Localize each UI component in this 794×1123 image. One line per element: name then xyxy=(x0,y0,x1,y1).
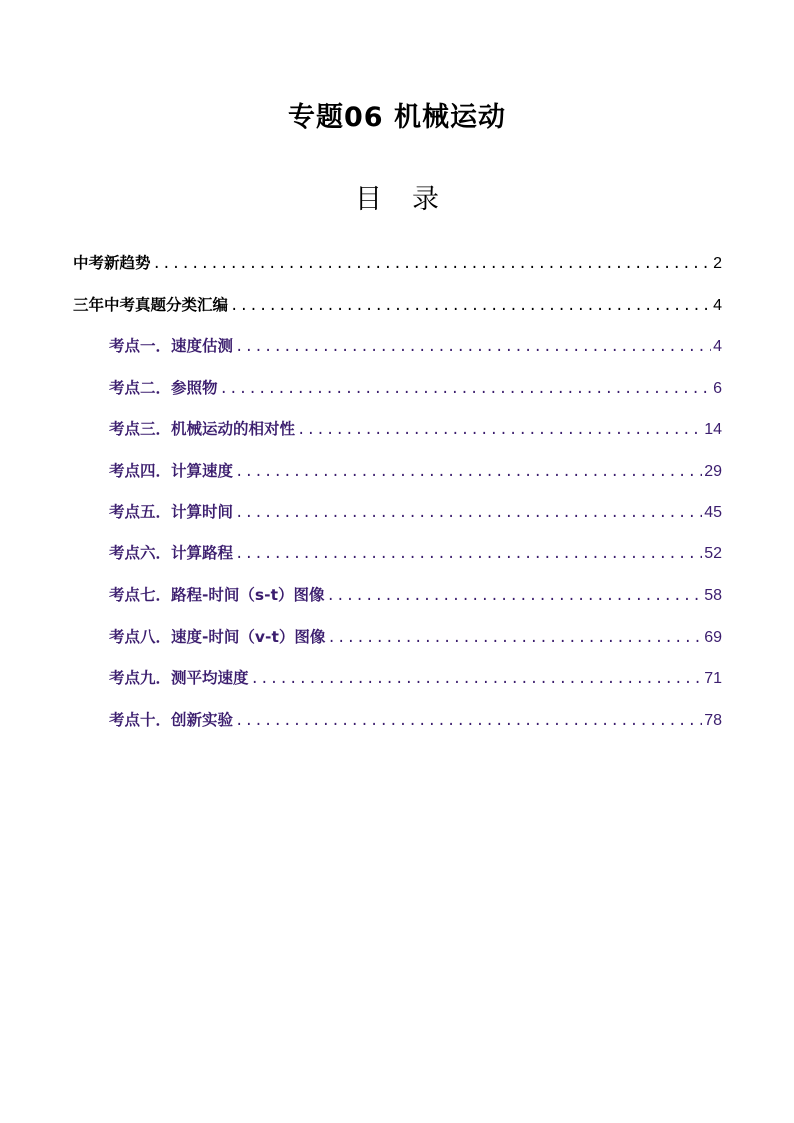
toc-dot-leader xyxy=(235,501,702,525)
toc-entry-label: 考点一．速度估测 xyxy=(109,337,234,355)
toc-heading-char-1: 目 xyxy=(355,184,382,215)
toc-entry-point-7[interactable] xyxy=(109,583,722,607)
toc-entry-label: 考点八．速度-时间（v-t）图像 xyxy=(109,628,326,646)
toc-dot-leader xyxy=(235,542,702,566)
toc-heading-char-2: 录 xyxy=(412,184,439,215)
toc-entry-point-4[interactable] xyxy=(109,459,722,483)
toc-page-number: 52 xyxy=(704,545,722,562)
toc-dot-leader xyxy=(327,584,703,608)
toc-entry-point-8[interactable] xyxy=(109,625,722,649)
toc-page-number: 58 xyxy=(704,587,722,604)
toc-entry-label: 中考新趋势 xyxy=(73,254,151,272)
toc-entry-point-9[interactable] xyxy=(109,666,722,690)
toc-dot-leader xyxy=(235,335,711,359)
toc-page-number: 69 xyxy=(704,629,722,646)
toc-entry-point-1[interactable] xyxy=(109,334,722,358)
toc-entry-point-10[interactable] xyxy=(109,708,722,732)
toc-page-number: 14 xyxy=(704,421,722,438)
toc-dot-leader xyxy=(297,418,702,442)
toc-entry-label: 考点五．计算时间 xyxy=(109,503,234,521)
toc-entry-trend[interactable] xyxy=(73,251,722,275)
toc-page-number: 4 xyxy=(713,338,722,355)
toc-page-number: 6 xyxy=(713,380,722,397)
toc-entry-point-5[interactable] xyxy=(109,500,722,524)
toc-entry-label: 考点四．计算速度 xyxy=(109,462,234,480)
toc-page-number: 29 xyxy=(704,463,722,480)
document-title: 专题06 机械运动 xyxy=(288,102,506,133)
toc-entry-label: 考点三．机械运动的相对性 xyxy=(109,420,296,438)
toc-dot-leader xyxy=(220,377,712,401)
toc-entry-label: 考点七．路程-时间（s-t）图像 xyxy=(109,586,325,604)
toc-dot-leader xyxy=(230,294,711,318)
toc-entry-label: 考点九．测平均速度 xyxy=(109,669,249,687)
toc-entry-point-3[interactable] xyxy=(109,417,722,441)
toc-page-number: 78 xyxy=(704,712,722,729)
toc-dot-leader xyxy=(235,709,702,733)
toc-page-number: 45 xyxy=(704,504,722,521)
toc-dot-leader xyxy=(153,252,712,276)
toc-page-number: 2 xyxy=(713,255,722,272)
toc-dot-leader xyxy=(327,626,702,650)
toc-entry-point-2[interactable] xyxy=(109,376,722,400)
toc-page-number: 71 xyxy=(704,670,722,687)
toc-page-number: 4 xyxy=(713,297,722,314)
toc-entry-point-6[interactable] xyxy=(109,541,722,565)
toc-entry-label: 三年中考真题分类汇编 xyxy=(73,296,229,314)
toc-dot-leader xyxy=(251,667,703,691)
toc-entry-label: 考点二．参照物 xyxy=(109,379,218,397)
toc-dot-leader xyxy=(235,460,702,484)
toc-entry-label: 考点十．创新实验 xyxy=(109,711,234,729)
toc-entry-label: 考点六．计算路程 xyxy=(109,544,234,562)
toc-entry-three-years[interactable] xyxy=(73,293,722,317)
